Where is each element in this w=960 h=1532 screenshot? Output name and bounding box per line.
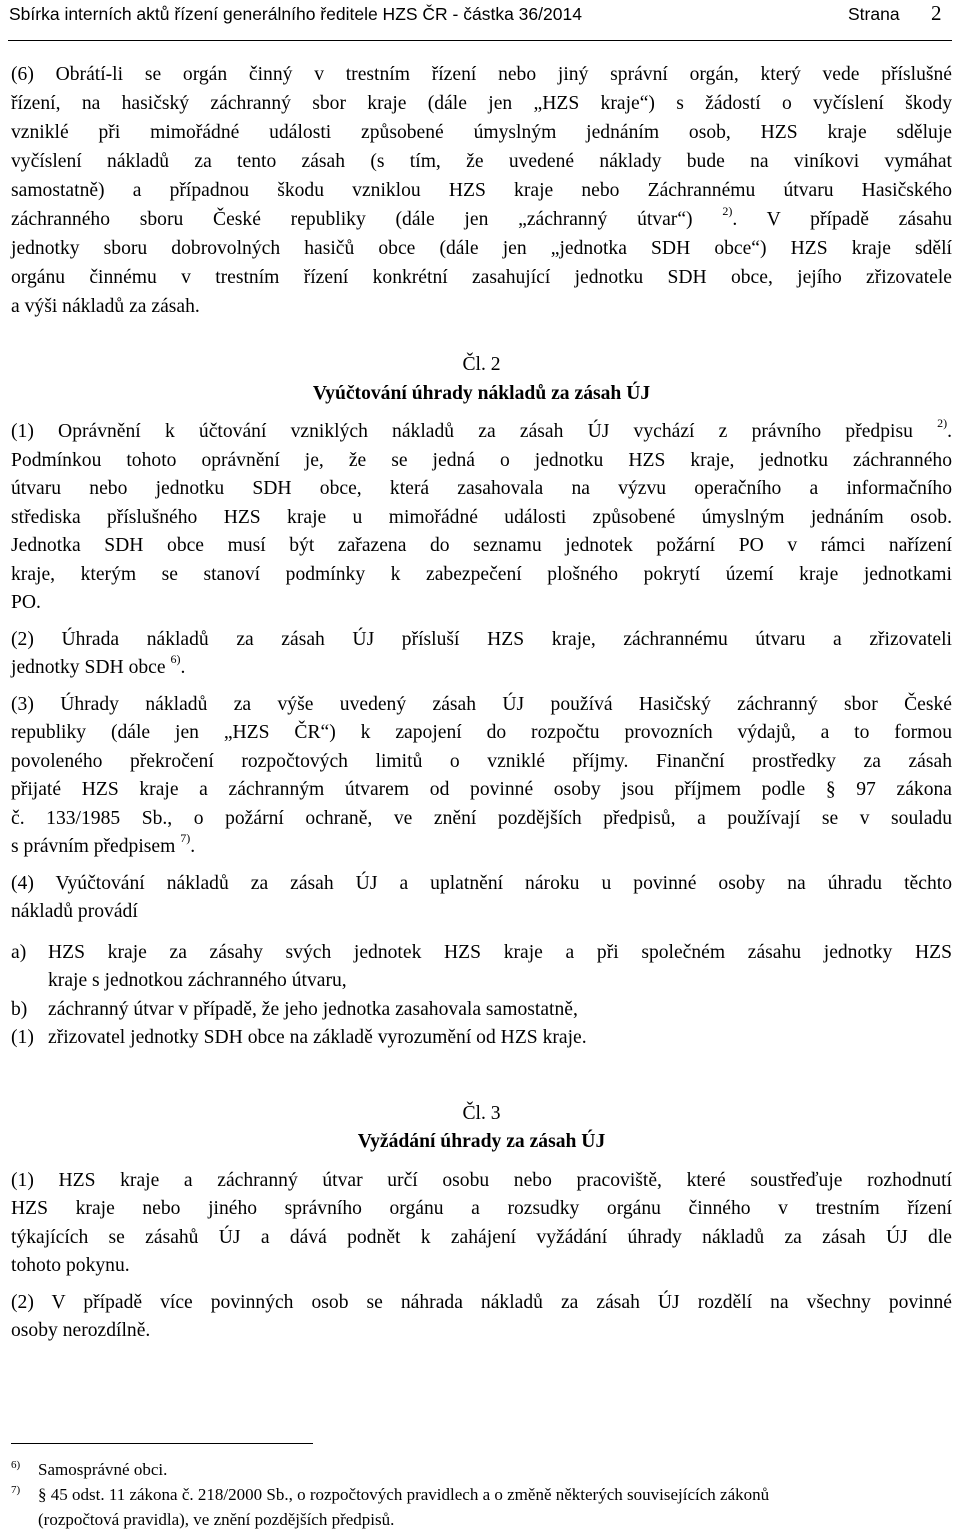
list-item-label: b) <box>11 998 28 1020</box>
footnotes <box>11 1457 952 1532</box>
text-segment: s právním předpisem <box>11 836 176 857</box>
footnote-text: (rozpočtová pravidla), ve znění pozdějších předpisů. <box>38 1510 395 1529</box>
header-page-number: 2 <box>931 1 942 25</box>
footnote-reference: 2) <box>722 204 733 219</box>
text-line: řízení, na hasičský záchranný sbor kraje (dále jen „HZS kraje“) s žádostí o vyčíslení škody <box>11 93 952 114</box>
text-line: nákladů provádí <box>11 901 138 922</box>
article-2-paragraph-3 <box>11 691 952 862</box>
footnote-mark: 6) <box>11 1459 21 1471</box>
footnote <box>11 1482 952 1532</box>
text-line: (2) V případě více povinných osob se náhrada nákladů za zásah ÚJ rozdělí na všechny povinné <box>11 1291 952 1313</box>
text-line: kraje, kterým se stanoví podmínky k zabezpečení plošného pokrytí území kraje jednotkami <box>11 563 952 585</box>
text-line: Podmínkou tohoto oprávnění je, že se jedná o jednotku HZS kraje, jednotku záchranného <box>11 449 952 471</box>
text-line: samostatně) a případnou škodu vzniklou HZS kraje nebo Záchrannému útvaru Hasičského <box>11 180 952 201</box>
provider-list <box>11 939 952 1053</box>
footnote <box>11 1457 952 1482</box>
footnote-divider <box>11 1443 313 1444</box>
text-line: HZS kraje za zásahy svých jednotek HZS kraje a při společném zásahu jednotky HZS <box>48 941 952 963</box>
footnote-reference: 2) <box>937 416 948 431</box>
text-line <box>11 205 952 234</box>
text-segment: . <box>947 421 952 442</box>
text-line <box>11 833 952 862</box>
article-3-paragraph-2 <box>11 1289 952 1346</box>
list-item-label: (1) <box>11 1027 34 1048</box>
text-segment: . <box>190 836 196 857</box>
text-line: republiky (dále jen „HZS ČR“) k zapojení do rozpočtu provozních výdajů, a to formou <box>11 722 952 743</box>
text-line: kraje s jednotkou záchranného útvaru, <box>48 970 347 991</box>
text-segment: . V případě zásahu <box>732 209 952 230</box>
text-line: PO. <box>11 592 41 613</box>
article-2-paragraph-1 <box>11 418 952 618</box>
text-line: zřizovatel jednotky SDH obce na základě vyrozumění od HZS kraje. <box>48 1027 587 1048</box>
list-item-label: a) <box>11 941 27 963</box>
footnote-reference: 6) <box>170 652 181 667</box>
text-line: HZS kraje nebo jiného správního orgánu a rozsudky orgánu činného v trestním řízení <box>11 1198 952 1219</box>
text-line: vyčíslení nákladů za tento zásah (s tím, že uvedené náklady bude na viníkovi vymáhat <box>11 151 952 172</box>
list-item <box>11 1024 952 1053</box>
page-header <box>0 0 960 40</box>
text-line: (3) Úhrady nákladů za výše uvedený zásah ÚJ používá Hasičský záchranný sbor České <box>11 693 952 715</box>
footnote-mark: 7) <box>11 1484 21 1496</box>
text-line: Jednotka SDH obce musí být zařazena do seznamu jednotek požární PO v rámci nařízení <box>11 535 952 556</box>
footnote-reference: 7) <box>180 831 191 846</box>
text-line: jednotky sboru dobrovolných hasičů obce (dále jen „jednotka SDH obce“) HZS kraje sdělí <box>11 238 952 259</box>
text-line <box>11 418 952 447</box>
text-line: střediska příslušného HZS kraje u mimořádné události způsobené úmyslným jednáním osob. <box>11 506 952 528</box>
article-2-paragraph-4 <box>11 870 952 927</box>
footnote-text: Samosprávné obci. <box>38 1460 168 1479</box>
article-2-paragraph-2 <box>11 626 952 683</box>
text-segment: (1) Oprávnění k účtování vzniklých nákladů za zásah ÚJ vychází z právního předpisu <box>11 421 913 442</box>
document-body <box>11 60 952 1354</box>
article-2-number: Čl. 2 <box>462 354 501 375</box>
text-line <box>11 654 952 683</box>
footnote-text: § 45 odst. 11 zákona č. 218/2000 Sb., o rozpočtových pravidlech a o změně některých souvisejících zákonů <box>38 1485 770 1504</box>
text-line: přijaté HZS kraje a záchranným útvarem od povinné osoby jsou příjmem podle § 97 zákona <box>11 779 952 800</box>
list-item <box>11 996 952 1025</box>
text-line: tohoto pokynu. <box>11 1255 130 1276</box>
text-line: záchranný útvar v případě, že jeho jednotka zasahovala samostatně, <box>48 998 578 1020</box>
text-line: (4) Vyúčtování nákladů za zásah ÚJ a uplatnění nároku u povinné osoby na úhradu těchto <box>11 872 952 894</box>
article-3-title: Vyžádání úhrady za zásah ÚJ <box>357 1131 606 1152</box>
text-line: (6) Obrátí-li se orgán činný v trestním řízení nebo jiný správní orgán, který vede příslušné <box>11 64 952 85</box>
text-line: (2) Úhrada nákladů za zásah ÚJ přísluší HZS kraje, záchrannému útvaru a zřizovateli <box>11 628 952 650</box>
list-item <box>11 939 952 996</box>
article-3-number: Čl. 3 <box>462 1102 501 1124</box>
text-line: orgánu činnému v trestním řízení konkrétní zasahující jednotku SDH obce, jejího zřizovatele <box>11 267 952 288</box>
text-segment: . <box>180 657 186 678</box>
article-3-paragraph-1 <box>11 1167 952 1281</box>
header-page-label: Strana <box>848 4 900 24</box>
text-segment: jednotky SDH obce <box>11 657 166 678</box>
article-2-title: Vyúčtování úhrady nákladů za zásah ÚJ <box>312 382 651 404</box>
text-line: (1) HZS kraje a záchranný útvar určí osobu nebo pracoviště, které soustřeďuje rozhodnutí <box>11 1169 952 1191</box>
text-line: vzniklé při mimořádné události způsobené úmyslným jednáním osob, HZS kraje sděluje <box>11 122 952 143</box>
header-title: Sbírka interních aktů řízení generálního ředitele HZS ČR - částka 36/2014 <box>9 4 582 24</box>
text-line: povoleného překročení rozpočtových limitů o vzniklé příjmy. Finanční prostředky za zásah <box>11 750 952 772</box>
text-line: a výši nákladů za zásah. <box>11 296 200 317</box>
text-line: útvaru nebo jednotku SDH obce, která zasahovala na výzvu operačního a informačního <box>11 478 952 499</box>
text-line: č. 133/1985 Sb., o požární ochraně, ve znění pozdějších předpisů, a používají se v souladu <box>11 807 952 829</box>
text-segment: záchranného sboru České republiky (dále jen „záchranný útvar“) <box>11 209 693 230</box>
paragraph-6 <box>11 60 952 321</box>
text-line: týkajících se zásahů ÚJ a dává podnět k zahájení vyžádání úhrady nákladů za zásah ÚJ dle <box>11 1226 952 1248</box>
text-line: osoby nerozdílně. <box>11 1320 151 1341</box>
header-divider <box>8 40 952 41</box>
